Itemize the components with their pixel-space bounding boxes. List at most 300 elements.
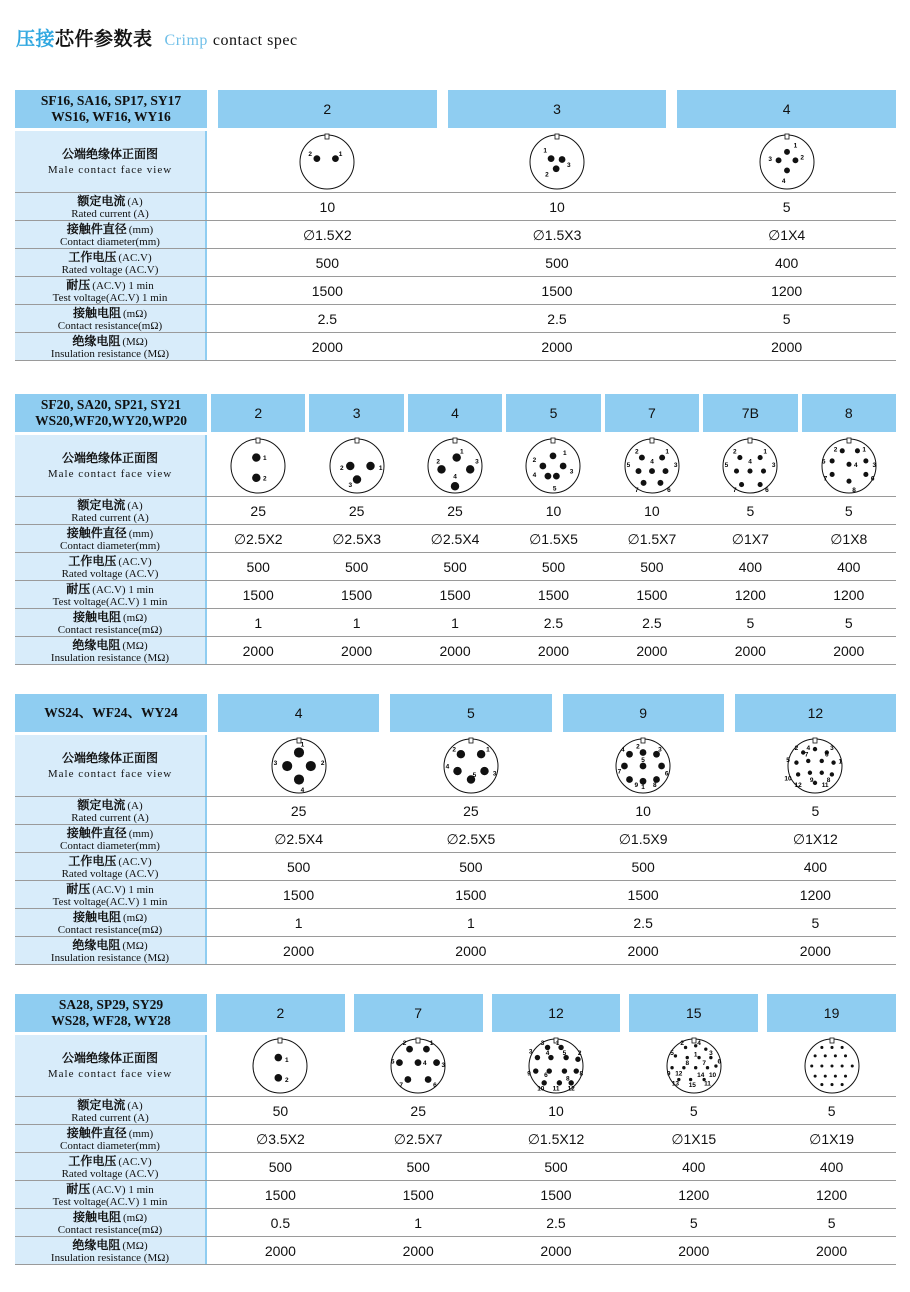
contact-pin: [451, 482, 459, 490]
contact-pin: [366, 462, 374, 470]
pin-number-label: 1: [285, 1056, 289, 1064]
contact-pin: [658, 763, 665, 770]
spec-value-diameter: ∅2.5X7: [393, 1130, 443, 1147]
row-label-zh: 耐压 (AC.V) 1 min: [66, 1181, 154, 1196]
contact-pin: [574, 1068, 579, 1073]
row-label-voltage: [15, 553, 205, 581]
contact-pin: [626, 776, 633, 783]
spec-value-voltage: 500: [286, 859, 311, 875]
spec-value-diameter: ∅2.5X5: [446, 830, 496, 847]
row-label-face: [15, 1035, 205, 1097]
spec-value-test: 1500: [455, 887, 487, 903]
contact-pin: [758, 482, 763, 487]
pin-number-label: 4: [806, 744, 811, 752]
contact-pin: [346, 462, 354, 470]
spec-value-resistance: 2.5: [547, 311, 567, 327]
row-label-zh: 接触电阻 (mΩ): [72, 1209, 148, 1224]
contact-pin: [649, 468, 655, 474]
face-diagram: [622, 436, 682, 496]
contact-pin: [575, 1057, 580, 1062]
pin-number-label: 4: [853, 461, 858, 469]
contact-pin: [689, 1078, 692, 1081]
pin-number-label: 6: [433, 1082, 437, 1090]
spec-value-test: 1500: [341, 587, 373, 603]
face-diagram: [441, 736, 501, 796]
pin-number-label: 2: [263, 475, 267, 483]
pin-number-label: 1: [665, 448, 669, 456]
spec-value-diameter: ∅1.5X7: [627, 530, 677, 547]
pin-number-label: 3: [830, 744, 835, 752]
pin-number-label: 8: [653, 782, 657, 790]
row-label-en: Test voltage(AC.V) 1 min: [52, 595, 168, 608]
contact-pin: [674, 1054, 677, 1057]
key-notch: [641, 738, 645, 743]
face-cell: [802, 435, 896, 497]
spec-value-voltage: 500: [443, 559, 467, 575]
face-cell: [216, 1035, 345, 1097]
row-label-zh: 耐压 (AC.V) 1 min: [66, 277, 154, 292]
contact-pin: [748, 469, 753, 474]
contact-pin: [670, 1066, 673, 1069]
spec-value-voltage: 500: [459, 859, 483, 875]
insulator-outline: [272, 739, 326, 793]
face-cell: [218, 735, 379, 797]
key-notch: [256, 438, 260, 443]
pin-number-label: 9: [666, 1070, 671, 1078]
spec-value-current: 5: [827, 1103, 836, 1119]
spec-value-insulation: 2000: [627, 943, 659, 959]
pin-count-header: 7B: [703, 394, 797, 432]
spec-value-current: 50: [272, 1103, 289, 1119]
contact-pin: [823, 1075, 826, 1078]
pin-number-label: 11: [703, 1080, 711, 1088]
spec-value-diameter: ∅2.5X4: [430, 530, 480, 547]
spec-value-insulation: 2000: [816, 1243, 848, 1259]
spec-value-insulation: 2000: [455, 943, 487, 959]
insulator-outline: [231, 439, 285, 493]
row-label-unit: (mΩ): [122, 611, 148, 624]
insulator-outline: [530, 135, 584, 189]
contact-pin: [457, 750, 465, 758]
row-label-en: Rated current (A): [71, 207, 149, 220]
contact-pin: [829, 458, 834, 463]
face-diagram: [250, 1036, 310, 1096]
pin-number-label: 8: [579, 1070, 584, 1078]
spec-value-resistance: 0.5: [270, 1215, 291, 1231]
pin-number-label: 1: [763, 448, 768, 456]
pin-number-label: 10: [537, 1085, 545, 1093]
pin-count-header: 3: [448, 90, 667, 128]
row-label-zh: 公端绝缘体正面图: [61, 751, 158, 765]
spec-value-diameter: ∅1X15: [671, 1130, 717, 1147]
spec-value-resistance: 1: [254, 615, 263, 631]
row-label-en: Male contact face view: [47, 1068, 173, 1080]
pin-count-header: 4: [677, 90, 896, 128]
pin-number-label: 8: [685, 1060, 689, 1068]
row-label-en: Rated voltage (AC.V): [61, 567, 159, 580]
pin-number-label: 1: [485, 746, 490, 754]
pin-count-header: 9: [563, 694, 724, 732]
contact-pin: [453, 767, 461, 775]
key-notch: [830, 1038, 834, 1043]
key-notch: [469, 738, 473, 743]
pin-number-label: 8: [565, 1075, 570, 1083]
row-label-resistance: [15, 909, 205, 937]
spec-value-resistance: 1: [414, 1215, 423, 1231]
row-label-en: Insulation resistance (MΩ): [50, 347, 170, 360]
contact-pin: [840, 1064, 843, 1067]
pin-number-label: 1: [641, 783, 645, 791]
spec-value-diameter: ∅1X4: [768, 226, 806, 243]
row-label-zh: 工作电压 (AC.V): [68, 853, 152, 868]
contact-pin: [282, 761, 292, 771]
contact-pin: [626, 751, 633, 758]
contact-pin: [352, 475, 360, 483]
contact-pin: [697, 1056, 700, 1059]
pin-count-header: 19: [767, 994, 896, 1032]
spec-section: [15, 394, 896, 665]
row-label-unit: (MΩ): [122, 639, 148, 652]
row-label-diameter: [15, 825, 205, 853]
row-label-current: [15, 1097, 205, 1125]
contact-pin: [560, 463, 567, 470]
spec-value-current: 5: [689, 1103, 698, 1119]
row-label-zh: 耐压 (AC.V) 1 min: [66, 581, 154, 596]
row-label-current: [15, 497, 205, 525]
pin-number-label: 3: [273, 760, 277, 768]
pin-number-label: 3: [673, 461, 678, 469]
pin-number-label: 1: [429, 1039, 434, 1047]
row-label-insulation: [15, 333, 205, 361]
insulator-outline: [330, 439, 384, 493]
pin-number-label: 4: [781, 178, 786, 186]
row-label-zh: 绝缘电阻 (MΩ): [72, 637, 148, 652]
key-notch: [748, 438, 752, 443]
row-label-face: [15, 735, 205, 797]
row-label-unit: (MΩ): [122, 1239, 148, 1252]
pin-count-header: 2: [216, 994, 345, 1032]
contact-pin: [548, 155, 555, 162]
pin-number-label: 3: [528, 1048, 533, 1056]
pin-number-label: 5: [821, 458, 826, 466]
row-label-face: [15, 131, 205, 193]
spec-value-resistance: 2.5: [642, 615, 662, 631]
spec-value-voltage: 400: [803, 859, 828, 875]
contact-pin: [550, 453, 557, 460]
pin-number-label: 2: [320, 760, 325, 768]
contact-pin: [758, 455, 763, 460]
contact-pin: [562, 1068, 567, 1073]
contact-pin: [813, 781, 817, 785]
pin-number-label: 8: [852, 487, 856, 495]
spec-value-voltage: 500: [246, 559, 270, 575]
face-cell: [309, 435, 403, 497]
contact-pin: [796, 772, 800, 776]
model-header: [15, 394, 207, 432]
row-label-unit: (A): [127, 799, 143, 812]
pin-number-label: 2: [733, 448, 737, 456]
pin-count-header: 4: [218, 694, 379, 732]
pin-number-label: 12: [674, 1070, 683, 1078]
row-label-zh: 额定电流 (A): [77, 497, 143, 512]
contact-pin: [850, 1064, 853, 1067]
contact-pin: [846, 462, 851, 467]
spec-value-resistance: 5: [844, 615, 853, 631]
spec-value-resistance: 1: [352, 615, 361, 631]
pin-number-label: 2: [636, 743, 640, 751]
row-label-zh: 公端绝缘体正面图: [61, 147, 158, 161]
row-label-zh: 公端绝缘体正面图: [61, 451, 158, 465]
face-diagram: [327, 436, 387, 496]
key-notch: [785, 134, 789, 139]
row-label-zh: 工作电压 (AC.V): [68, 553, 152, 568]
spec-value-voltage: 400: [819, 1159, 844, 1175]
row-label-zh: 工作电压 (AC.V): [68, 1153, 152, 1168]
row-label-en: Rated current (A): [71, 811, 149, 824]
pin-number-label: 4: [300, 787, 304, 795]
spec-value-test: 1500: [541, 283, 573, 299]
spec-value-resistance: 2.5: [317, 311, 338, 327]
row-label-current: [15, 193, 205, 221]
spec-value-insulation: 2000: [341, 643, 373, 659]
pin-number-label: 8: [827, 777, 831, 784]
key-notch: [813, 738, 817, 743]
face-diagram: [526, 1036, 586, 1096]
contact-pin: [820, 1046, 823, 1049]
pin-number-label: 3: [475, 458, 479, 466]
pin-number-label: 4: [650, 458, 654, 466]
contact-pin: [621, 763, 628, 770]
spec-value-current: 10: [644, 503, 660, 519]
pin-count-header: 8: [802, 394, 896, 432]
model-line: SF16, SA16, SP17, SY17: [40, 93, 182, 108]
spec-value-resistance: 5: [746, 615, 755, 631]
face-diagram: [757, 132, 817, 192]
face-cell: [211, 435, 305, 497]
spec-value-current: 5: [811, 803, 820, 819]
spec-value-resistance: 1: [466, 915, 475, 931]
contact-pin: [396, 1059, 403, 1066]
spec-value-resistance: 5: [689, 1215, 698, 1231]
contact-pin: [739, 482, 744, 487]
row-label-en: Rated voltage (AC.V): [61, 867, 159, 880]
spec-value-voltage: 400: [837, 559, 861, 575]
contact-pin: [706, 1066, 709, 1069]
spec-value-current: 25: [290, 803, 307, 819]
pin-number-label: 4: [748, 458, 753, 466]
contact-pin: [738, 455, 743, 460]
face-diagram: [228, 436, 288, 496]
spec-value-test: 1500: [264, 1187, 296, 1203]
pin-number-label: 10: [784, 775, 792, 783]
face-cell: [390, 735, 551, 797]
spec-value-resistance: 1: [294, 915, 303, 931]
spec-value-insulation: 2000: [734, 643, 766, 659]
row-label-zh: 绝缘电阻 (MΩ): [72, 1237, 148, 1252]
pin-number-label: 3: [441, 1061, 446, 1069]
spec-value-insulation: 2000: [678, 1243, 710, 1259]
page-title: [16, 24, 298, 51]
face-cell: [563, 735, 724, 797]
row-label-unit: (mΩ): [122, 307, 148, 320]
row-label-en: Insulation resistance (MΩ): [50, 651, 170, 664]
spec-value-test: 1500: [540, 1187, 572, 1203]
spec-value-insulation: 2000: [264, 1243, 296, 1259]
pin-number-label: 4: [423, 1060, 427, 1068]
pin-number-label: 12: [794, 782, 803, 790]
face-diagram: [613, 736, 673, 796]
pin-number-label: 2: [452, 746, 456, 754]
row-label-zh: 接触电阻 (mΩ): [72, 609, 148, 624]
contact-pin: [635, 468, 641, 474]
pin-number-label: 2: [833, 446, 838, 454]
face-diagram: [425, 436, 485, 496]
face-cell: [492, 1035, 621, 1097]
key-notch: [650, 438, 654, 443]
spec-value-diameter: ∅3.5X2: [256, 1130, 305, 1147]
contact-pin: [833, 1075, 836, 1078]
pin-number-label: 5: [670, 1050, 674, 1057]
contact-pin: [314, 155, 321, 162]
pin-number-label: 7: [823, 475, 827, 483]
row-label-zh: 接触件直径 (mm): [66, 525, 154, 540]
contact-pin: [784, 167, 790, 173]
pin-number-label: 11: [822, 782, 829, 790]
pin-number-label: 10: [708, 1071, 716, 1079]
spec-value-current: 25: [463, 803, 479, 819]
spec-value-current: 10: [548, 1103, 564, 1119]
pin-number-label: 14: [696, 1071, 705, 1079]
spec-value-current: 10: [635, 803, 651, 819]
contact-pin: [813, 1054, 816, 1057]
row-label-unit: (A): [127, 1099, 143, 1112]
pin-number-label: 4: [453, 473, 457, 481]
row-label-test: [15, 581, 205, 609]
face-cell: [703, 435, 797, 497]
contact-pin: [863, 458, 868, 463]
row-label-insulation: [15, 937, 205, 965]
row-label-en: Contact resistance(mΩ): [57, 923, 163, 936]
spec-value-insulation: 2000: [283, 943, 315, 959]
pin-number-label: 2: [545, 171, 549, 179]
spec-value-voltage: 500: [640, 559, 664, 575]
contact-pin: [437, 465, 445, 473]
face-diagram: [785, 736, 845, 796]
pin-number-label: 3: [566, 162, 571, 170]
spec-value-insulation: 2000: [540, 1243, 572, 1259]
pin-number-label: 1: [459, 448, 464, 456]
row-label-en: Test voltage(AC.V) 1 min: [52, 1195, 168, 1208]
contact-pin: [684, 1046, 687, 1049]
row-label-insulation: [15, 637, 205, 665]
row-label-test: [15, 881, 205, 909]
contact-pin: [275, 1054, 283, 1062]
contact-pin: [846, 479, 851, 484]
spec-value-current: 5: [746, 503, 755, 519]
row-label-voltage: [15, 853, 205, 881]
pin-number-label: 3: [570, 468, 574, 476]
pin-number-label: 1: [339, 151, 343, 159]
face-cell: [677, 131, 896, 193]
row-label-unit: (MΩ): [122, 939, 148, 952]
contact-pin: [252, 453, 260, 461]
row-label-zh: 绝缘电阻 (MΩ): [72, 333, 148, 348]
pin-number-label: 7: [399, 1082, 404, 1090]
contact-pin: [466, 465, 474, 473]
spec-value-voltage: 500: [344, 559, 369, 575]
row-label-unit: (AC.V): [118, 855, 152, 868]
face-cell: [354, 1035, 483, 1097]
spec-value-current: 25: [410, 1103, 426, 1119]
row-label-en: Rated voltage (AC.V): [61, 1167, 159, 1180]
spec-value-diameter: ∅2.5X4: [274, 830, 324, 847]
model-line: WS16, WF16, WY16: [51, 109, 171, 124]
spec-value-test: 1200: [734, 587, 766, 603]
model-line: WS24、WF24、WY24: [44, 705, 178, 720]
row-label-test: [15, 277, 205, 305]
pin-number-label: 1: [693, 1051, 698, 1059]
row-label-en: Test voltage(AC.V) 1 min: [52, 291, 168, 304]
pin-number-label: 7: [634, 487, 639, 495]
pin-number-label: 2: [339, 465, 344, 473]
face-cell: [218, 131, 437, 193]
spec-value-voltage: 500: [315, 255, 339, 271]
face-cell: [605, 435, 699, 497]
pin-number-label: 6: [765, 487, 770, 495]
pin-number-label: 1: [838, 758, 843, 766]
row-label-zh: 接触件直径 (mm): [66, 825, 154, 840]
spec-value-diameter: ∅1.5X12: [527, 1130, 585, 1147]
pin-number-label: 7: [702, 1060, 706, 1068]
pin-number-label: 2: [577, 1050, 582, 1057]
spec-value-diameter: ∅1X19: [809, 1130, 855, 1147]
pin-number-label: 6: [666, 487, 671, 495]
row-label-zh: 额定电流 (A): [77, 797, 143, 812]
face-cell: [629, 1035, 758, 1097]
row-label-unit: (mΩ): [122, 1211, 148, 1224]
contact-pin: [533, 1068, 538, 1073]
contact-pin: [810, 1064, 813, 1067]
spec-value-test: 1500: [283, 887, 315, 903]
row-label-zh: 公端绝缘体正面图: [61, 1051, 158, 1065]
spec-value-test: 1500: [537, 587, 570, 603]
pin-number-label: 5: [553, 485, 557, 493]
pin-number-label: 1: [793, 142, 797, 150]
spec-value-test: 1500: [242, 587, 274, 603]
spec-value-diameter: ∅1X8: [830, 530, 868, 547]
row-label-en: Rated current (A): [71, 511, 149, 524]
key-notch: [847, 438, 851, 443]
pin-count-header: 2: [218, 90, 437, 128]
pin-count-header: 2: [211, 394, 305, 432]
contact-pin: [820, 1083, 823, 1086]
contact-pin: [830, 1083, 833, 1086]
contact-pin: [863, 472, 868, 477]
key-notch: [278, 1038, 282, 1043]
face-diagram: [802, 1036, 862, 1096]
key-notch: [555, 134, 559, 139]
pin-number-label: 7: [733, 487, 737, 495]
pin-number-label: 9: [634, 782, 639, 790]
spec-value-insulation: 2000: [402, 1243, 434, 1259]
contact-pin: [294, 774, 304, 784]
spec-value-voltage: 400: [682, 1159, 706, 1175]
row-label-resistance: [15, 609, 205, 637]
row-label-unit: (AC.V): [118, 555, 152, 568]
spec-value-test: 1200: [678, 1187, 710, 1203]
pin-number-label: 5: [391, 1058, 395, 1066]
spec-value-insulation: 2000: [439, 643, 471, 659]
